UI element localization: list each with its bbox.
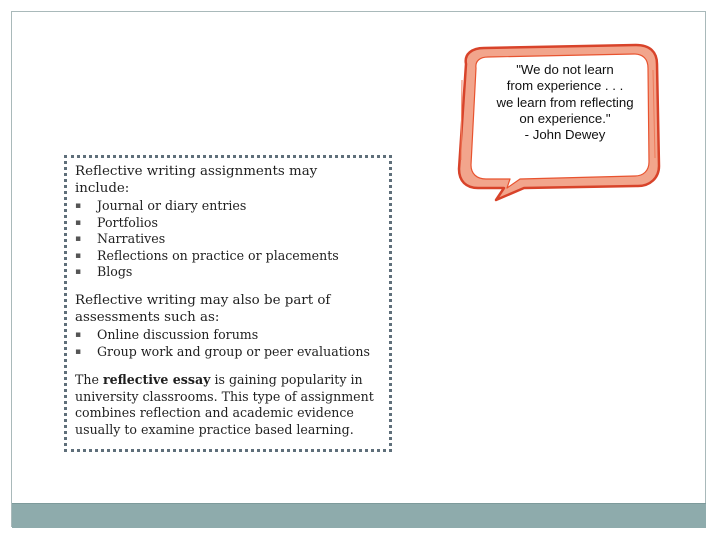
quote-line: we learn from reflecting bbox=[496, 94, 634, 110]
footer-bar bbox=[12, 503, 706, 528]
dewey-quote bbox=[481, 62, 649, 143]
list-item: ▪ Journal or diary entries bbox=[75, 198, 382, 215]
quote-line: on experience." bbox=[519, 110, 611, 126]
quote-line: from experience . . . bbox=[506, 78, 624, 94]
quote-line: "We do not learn bbox=[516, 62, 614, 77]
essay-line: usually to examine practice based learning. bbox=[75, 421, 354, 437]
content-box bbox=[64, 155, 392, 452]
list-item: ▪ Group work and group or peer evaluations bbox=[75, 344, 382, 361]
list-item: ▪ Online discussion forums bbox=[75, 327, 382, 344]
essay-line: university classrooms. This type of assignment bbox=[75, 388, 374, 404]
essay-line bbox=[75, 372, 382, 389]
essay-prefix: The bbox=[75, 372, 103, 388]
list-item: ▪ Blogs bbox=[75, 264, 382, 281]
heading-line: Reflective writing may also be part of bbox=[75, 292, 331, 308]
list-item: ▪ Portfolios bbox=[75, 215, 382, 232]
heading-line: assessments such as: bbox=[75, 309, 220, 325]
assignments-list bbox=[75, 198, 382, 281]
essay-line1-rest: is gaining popularity in bbox=[210, 372, 363, 388]
essay-paragraph bbox=[75, 372, 382, 438]
essay-bold-term: reflective essay bbox=[102, 372, 211, 388]
quote-attribution: - John Dewey bbox=[524, 127, 606, 143]
heading-line: Reflective writing assignments may bbox=[75, 164, 318, 179]
heading-assessments bbox=[75, 292, 382, 326]
list-item: ▪ Reflections on practice or placements bbox=[75, 248, 382, 265]
list-item: ▪ Narratives bbox=[75, 231, 382, 248]
heading-assignments bbox=[75, 163, 382, 197]
assessments-list bbox=[75, 327, 382, 360]
heading-line: include: bbox=[75, 181, 130, 196]
essay-line: combines reflection and academic evidence bbox=[75, 405, 354, 421]
